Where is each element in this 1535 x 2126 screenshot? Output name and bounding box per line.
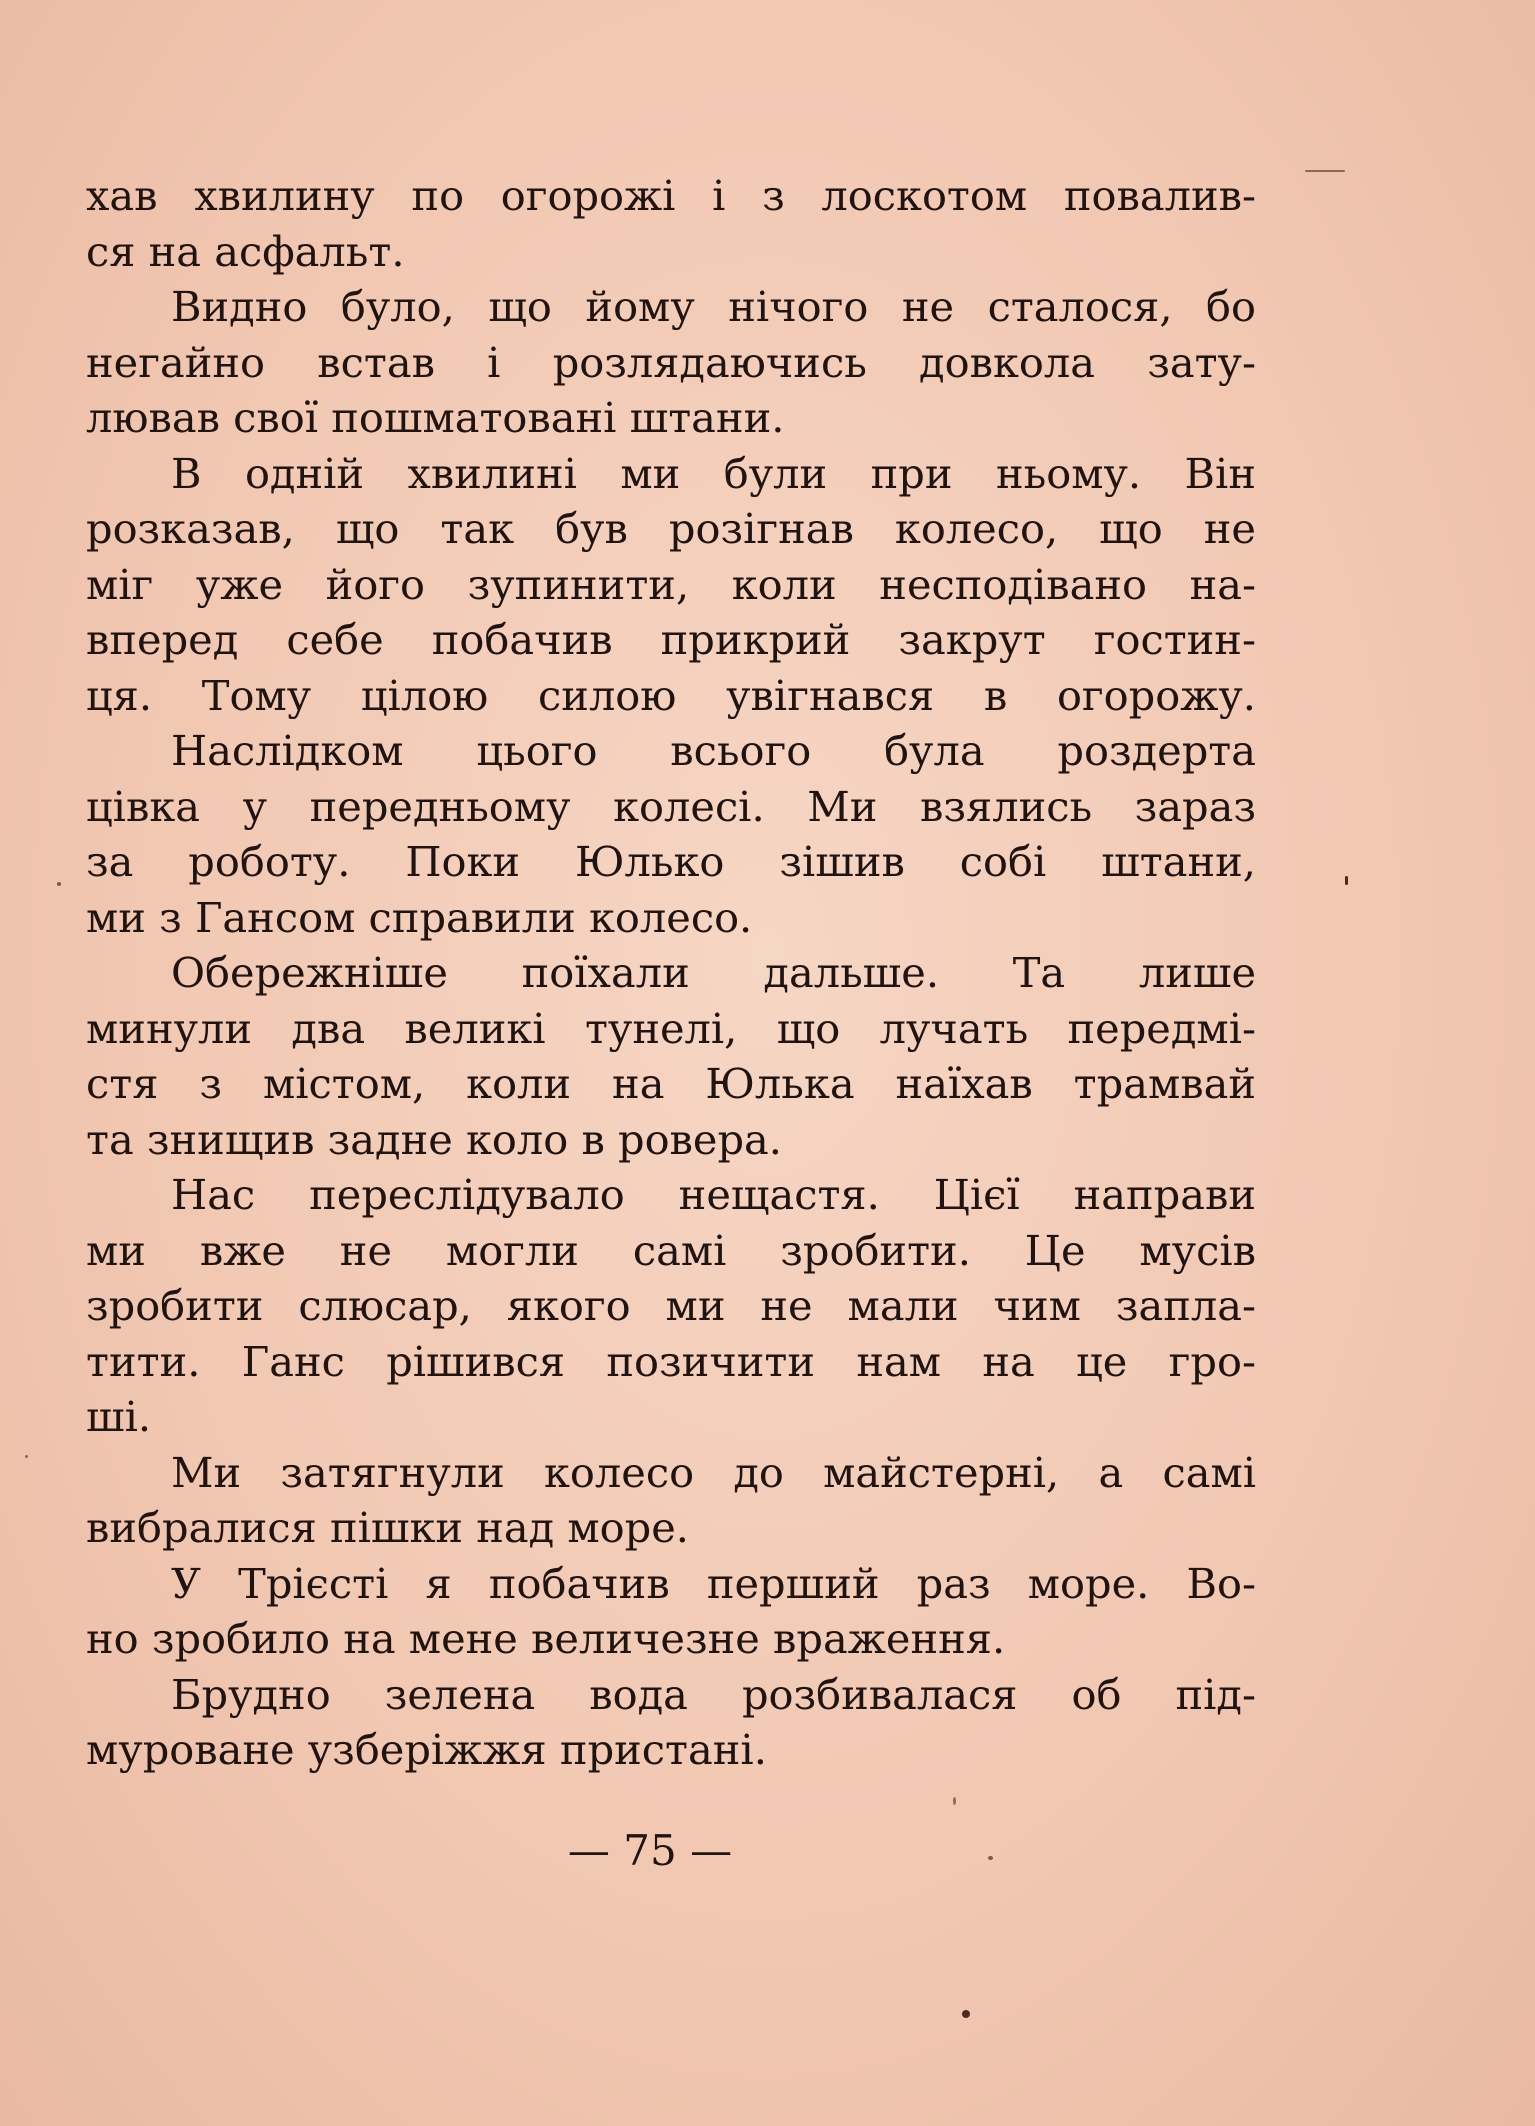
text-line: Наслідком цього всього була роздерта bbox=[171, 726, 1256, 775]
text-line: вперед себе побачив прикрий закрут гостин- bbox=[86, 615, 1256, 664]
paper-speck bbox=[988, 1856, 993, 1860]
paper-speck bbox=[1305, 170, 1345, 172]
text-line: В одній хвилині ми були при ньому. Він bbox=[171, 448, 1256, 498]
text-line: хав хвилину по огорожі і з лоскотом повалив- bbox=[86, 171, 1256, 220]
text-line: муроване узберіжжя пристані. bbox=[86, 1725, 767, 1774]
text-line: цівка у передньому колесі. Ми взялись зараз bbox=[86, 781, 1256, 831]
text-line: ця. Тому цілою силою увігнався в огорожу. bbox=[86, 670, 1256, 720]
text-line: но зробило на мене величезне враження. bbox=[86, 1614, 1006, 1663]
text-line: Ми затягнули колесо до майстерні, а самі bbox=[171, 1447, 1256, 1497]
page-number: — 75 — bbox=[567, 1826, 733, 1875]
text-line: ми вже не могли самі зробити. Це мусів bbox=[86, 1225, 1256, 1275]
text-line: розказав, що так був розігнав колесо, що не bbox=[86, 504, 1256, 553]
text-line: зробити слюсар, якого ми не мали чим запла- bbox=[86, 1281, 1256, 1330]
paper-speck bbox=[1345, 876, 1348, 885]
text-line: лював свої пошматовані штани. bbox=[86, 393, 785, 442]
text-line: Обережніше поїхали дальше. Та лише bbox=[171, 948, 1256, 997]
text-line: Брудно зелена вода розбивалася об під- bbox=[171, 1669, 1256, 1719]
text-line: ся на асфальт. bbox=[86, 226, 405, 276]
text-line: ми з Гансом справили колесо. bbox=[86, 892, 753, 942]
text-line: та знищив задне коло в ровера. bbox=[86, 1114, 782, 1164]
paper-speck bbox=[953, 1797, 956, 1805]
text-line: ші. bbox=[86, 1392, 152, 1441]
text-line: тити. Ганс рішився позичити нам на це гро- bbox=[86, 1336, 1256, 1386]
text-line: минули два великі тунелі, що лучать передмі- bbox=[86, 1003, 1256, 1053]
page-body-text bbox=[86, 168, 1256, 1778]
text-line: негайно встав і розлядаючись довкола зату- bbox=[86, 337, 1256, 387]
paper-speck bbox=[962, 2010, 970, 2018]
text-line: У Трієсті я побачив перший раз море. Во- bbox=[171, 1558, 1256, 1608]
text-line: Нас переслідувало нещастя. Цієї направи bbox=[171, 1170, 1256, 1219]
text-line: міг уже його зупинити, коли несподівано на- bbox=[86, 559, 1256, 609]
text-line: за роботу. Поки Юлько зішив собі штани, bbox=[86, 837, 1256, 886]
text-line: Видно було, що йому нічого не сталося, бо bbox=[171, 282, 1256, 331]
paper-speck bbox=[25, 1455, 28, 1458]
text-line: стя з містом, коли на Юлька наїхав трамвай bbox=[86, 1059, 1256, 1108]
text-line: вибралися пішки над море. bbox=[86, 1503, 689, 1552]
paper-speck bbox=[57, 882, 61, 886]
